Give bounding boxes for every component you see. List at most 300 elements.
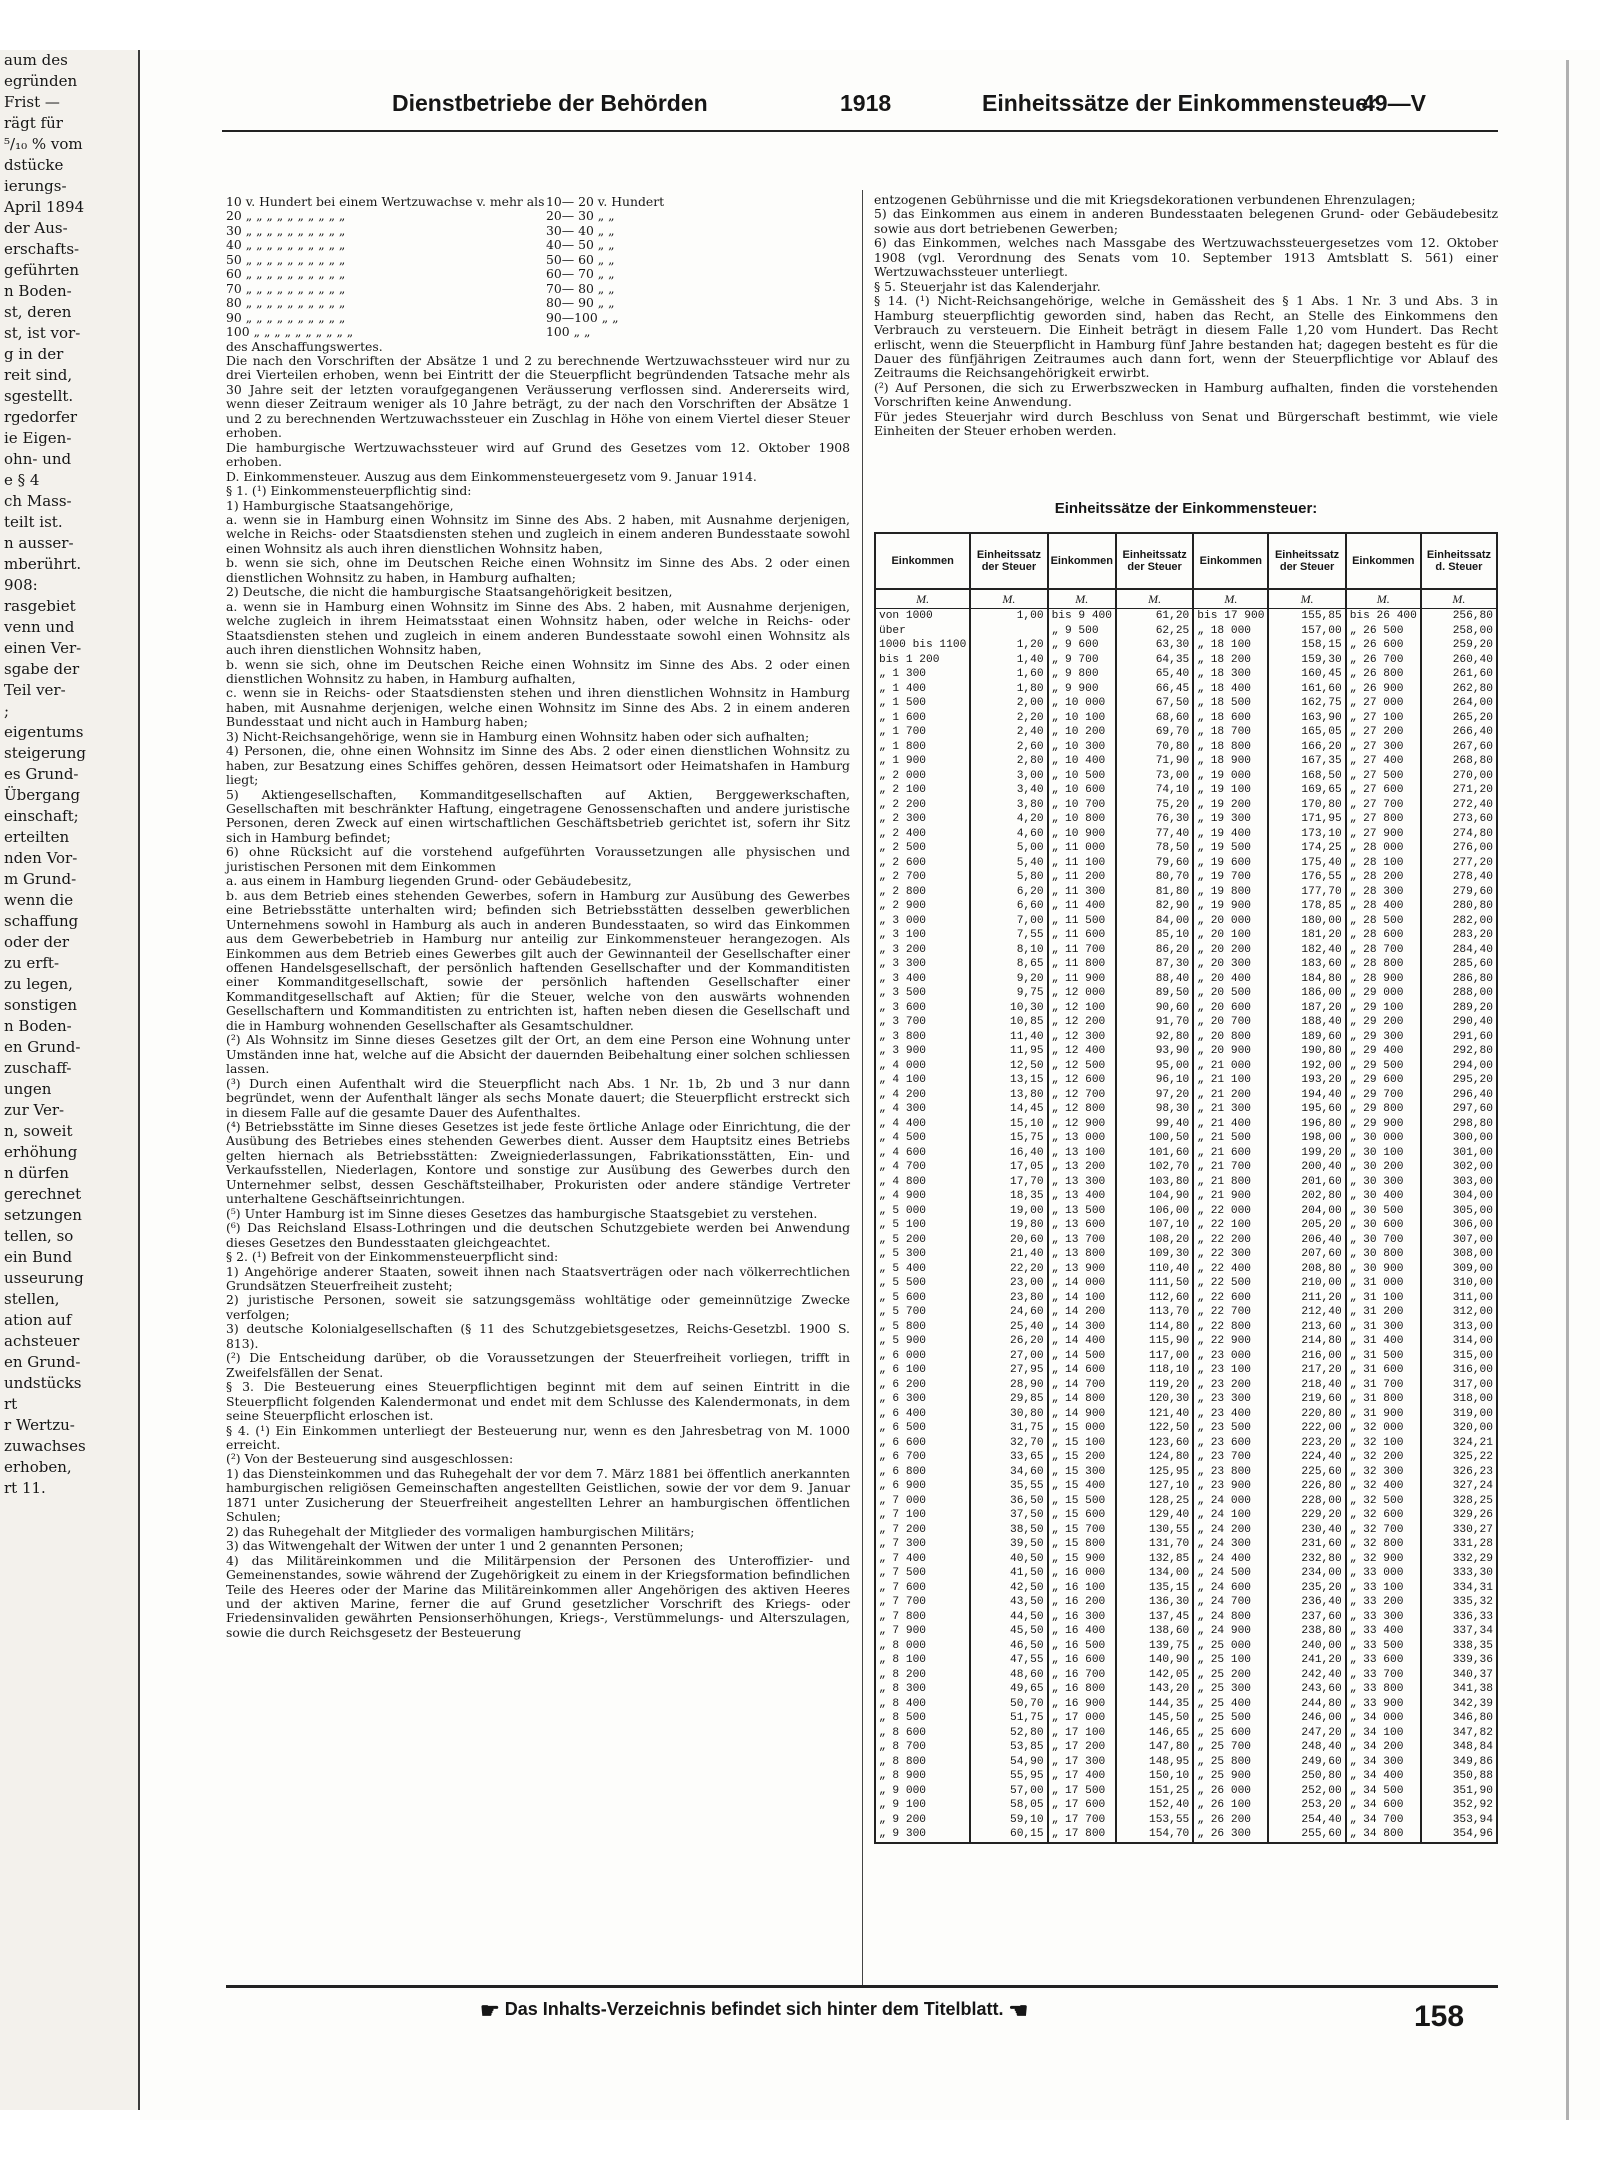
income-cell: „ 25 900 — [1193, 1769, 1268, 1784]
income-cell: „ 1 900 — [875, 754, 970, 769]
bleed-line: zu legen, — [4, 975, 73, 993]
unit-label: M. — [1048, 589, 1116, 609]
rate-cell: 58,05 — [970, 1798, 1047, 1813]
scale-range: 50— 60 „ „ — [546, 251, 615, 267]
page-number: 158 — [1414, 2000, 1465, 2033]
rate-cell: 39,50 — [970, 1537, 1047, 1552]
bleed-line: ierungs- — [4, 177, 67, 195]
rate-cell: 335,32 — [1421, 1595, 1497, 1610]
table-body — [875, 609, 1497, 1843]
rate-cell: 78,50 — [1116, 841, 1193, 856]
rate-cell: 297,60 — [1421, 1102, 1497, 1117]
income-cell: „ 33 700 — [1346, 1668, 1421, 1683]
income-cell: „ 18 500 — [1193, 696, 1268, 711]
income-cell: „ 4 600 — [875, 1146, 970, 1161]
income-cell: „ 23 700 — [1193, 1450, 1268, 1465]
income-cell: „ 22 100 — [1193, 1218, 1268, 1233]
paragraph: 3) das Witwengehalt der Witwen der unter 1 und 2 genannten Personen; — [226, 1538, 684, 1554]
rate-cell: 125,95 — [1116, 1465, 1193, 1480]
rate-cell: 260,40 — [1421, 653, 1497, 668]
income-cell: „ 10 800 — [1048, 812, 1116, 827]
income-cell: „ 11 900 — [1048, 972, 1116, 987]
scale-range: 30— 40 „ „ — [546, 222, 615, 238]
income-cell: „ 15 400 — [1048, 1479, 1116, 1494]
income-cell: „ 2 200 — [875, 798, 970, 813]
rate-cell: 290,40 — [1421, 1015, 1497, 1030]
bleed-line: April 1894 — [4, 198, 85, 216]
rate-cell: 44,50 — [970, 1610, 1047, 1625]
rate-cell: 3,00 — [970, 769, 1047, 784]
income-cell: „ 2 800 — [875, 885, 970, 900]
income-cell: „ 16 500 — [1048, 1639, 1116, 1654]
column-header: Einkommen — [1193, 533, 1268, 589]
income-cell: „ 27 300 — [1346, 740, 1421, 755]
income-cell: „ 33 300 — [1346, 1610, 1421, 1625]
income-cell: „ 19 300 — [1193, 812, 1268, 827]
rate-cell: 161,60 — [1268, 682, 1345, 697]
income-cell: „ 24 400 — [1193, 1552, 1268, 1567]
income-cell: „ 6 600 — [875, 1436, 970, 1451]
income-cell: „ 32 800 — [1346, 1537, 1421, 1552]
bleed-line: ein Bund — [4, 1248, 73, 1266]
income-cell: „ 16 600 — [1048, 1653, 1116, 1668]
table-row — [875, 1450, 1497, 1465]
income-cell: „ 17 400 — [1048, 1769, 1116, 1784]
rate-cell: 308,00 — [1421, 1247, 1497, 1262]
table-row — [875, 1378, 1497, 1393]
rate-cell: 279,60 — [1421, 885, 1497, 900]
income-cell: „ 7 600 — [875, 1581, 970, 1596]
rate-cell: 337,34 — [1421, 1624, 1497, 1639]
income-cell: „ 6 100 — [875, 1363, 970, 1378]
rate-cell: 137,45 — [1116, 1610, 1193, 1625]
income-cell: „ 14 800 — [1048, 1392, 1116, 1407]
income-cell: „ 6 000 — [875, 1349, 970, 1364]
rate-cell: 207,60 — [1268, 1247, 1345, 1262]
rate-cell: 123,60 — [1116, 1436, 1193, 1451]
header-page-ref: 49—V — [1362, 90, 1426, 116]
income-cell: „ 30 800 — [1346, 1247, 1421, 1262]
rate-cell: 124,80 — [1116, 1450, 1193, 1465]
income-cell: „ 8 300 — [875, 1682, 970, 1697]
table-row — [875, 1537, 1497, 1552]
rate-cell: 129,40 — [1116, 1508, 1193, 1523]
rate-cell: 167,35 — [1268, 754, 1345, 769]
income-cell: „ 4 900 — [875, 1189, 970, 1204]
rate-cell: 99,40 — [1116, 1117, 1193, 1132]
unit-label: M. — [1346, 589, 1421, 609]
table-row — [875, 899, 1497, 914]
rate-cell: 80,70 — [1116, 870, 1193, 885]
income-cell: „ 7 300 — [875, 1537, 970, 1552]
income-cell: „ 25 100 — [1193, 1653, 1268, 1668]
rate-cell: 120,30 — [1116, 1392, 1193, 1407]
table-row — [875, 1711, 1497, 1726]
rate-cell: 17,05 — [970, 1160, 1047, 1175]
income-cell: „ 2 100 — [875, 783, 970, 798]
rate-cell: 153,55 — [1116, 1813, 1193, 1828]
rate-cell: 315,00 — [1421, 1349, 1497, 1364]
income-cell: „ 31 200 — [1346, 1305, 1421, 1320]
rate-cell: 64,35 — [1116, 653, 1193, 668]
paragraph: § 3. Die Besteuerung eines Steuerpflichtigen beginnt mit dem auf seinen Eintritt in die Steuerpflicht folgenden Kalendermonat und endet mit dem Schlusse des Kalendermonats, in dem seine Steuerpflicht erloschen ist. — [226, 1379, 850, 1424]
table-row — [875, 856, 1497, 871]
income-cell: „ 12 100 — [1048, 1001, 1116, 1016]
rate-cell: 2,60 — [970, 740, 1047, 755]
rate-cell: 258,00 — [1421, 624, 1497, 639]
rate-cell: 79,60 — [1116, 856, 1193, 871]
table-row — [875, 1247, 1497, 1262]
income-cell: „ 27 200 — [1346, 725, 1421, 740]
rate-cell: 259,20 — [1421, 638, 1497, 653]
paragraph: (⁵) Unter Hamburg ist im Sinne dieses Gesetzes das hamburgische Staatsgebiet zu verstehen. — [226, 1205, 818, 1221]
table-row — [875, 943, 1497, 958]
rate-cell: 11,40 — [970, 1030, 1047, 1045]
paragraph: (²) Als Wohnsitz im Sinne dieses Gesetzes gilt der Ort, an dem eine Person eine Wohnung unter Umständen inne hat, welche auf die Absicht der dauernden Beibehaltung einer solchen schliessen lassen. — [226, 1032, 850, 1077]
unit-label: M. — [1268, 589, 1345, 609]
table-row — [875, 1697, 1497, 1712]
rate-cell: 15,75 — [970, 1131, 1047, 1146]
income-cell: „ 11 300 — [1048, 885, 1116, 900]
rate-cell: 98,30 — [1116, 1102, 1193, 1117]
rate-cell: 184,80 — [1268, 972, 1345, 987]
rate-cell: 5,00 — [970, 841, 1047, 856]
income-cell: „ 29 100 — [1346, 1001, 1421, 1016]
income-cell: „ 3 500 — [875, 986, 970, 1001]
paragraph: (⁶) Das Reichsland Elsass-Lothringen und die deutschen Schutzgebiete werden bei Anwendung dieses Gesetzes den Bundesstaaten gleichgeachtet. — [226, 1220, 850, 1250]
rate-cell: 101,60 — [1116, 1146, 1193, 1161]
rate-cell: 38,50 — [970, 1523, 1047, 1538]
scale-rate: 30 „ „ „ „ „ „ „ „ „ „ — [226, 222, 346, 238]
income-cell: „ 28 200 — [1346, 870, 1421, 885]
income-cell: „ 10 900 — [1048, 827, 1116, 842]
bleed-line: einschaft; — [4, 807, 79, 825]
paragraph: a. aus einem in Hamburg liegenden Grund- oder Gebäudebesitz, — [226, 873, 632, 889]
paragraph: § 14. (¹) Nicht-Reichsangehörige, welche in Gemässheit des § 1 Abs. 1 Nr. 3 und Abs. 3 in Hamburg steuerpflichtig geworden sind, haben das Recht, an Stelle des Einkommens den Verbrauch zu versteuern. Die Einheit beträgt in diesem Falle 1,20 vom Hundert. Das Recht erlischt, wenn die Steuerpflicht in Hamburg fünf Jahre bestanden hat; dagegen besteht es für die Dauer des fünfjährigen Zeitraumes auch dann fort, wenn der Steuerpflichtige vor Ablauf des Zeitraums die Reichsangehörigkeit erwirbt. — [874, 293, 1498, 381]
bleed-line: achsteuer — [4, 1332, 80, 1350]
income-cell: „ 4 800 — [875, 1175, 970, 1190]
bleed-line: n Boden- — [4, 1017, 72, 1035]
bleed-line: st, ist vor- — [4, 324, 81, 342]
rate-cell: 300,00 — [1421, 1131, 1497, 1146]
rate-cell: 325,22 — [1421, 1450, 1497, 1465]
scale-range: 60— 70 „ „ — [546, 266, 615, 282]
income-cell: „ 31 100 — [1346, 1291, 1421, 1306]
bleed-line: nden Vor- — [4, 849, 78, 867]
rate-cell: 283,20 — [1421, 928, 1497, 943]
rate-cell: 20,60 — [970, 1233, 1047, 1248]
rate-cell: 150,10 — [1116, 1769, 1193, 1784]
rate-cell: 117,00 — [1116, 1349, 1193, 1364]
income-cell: „ 19 400 — [1193, 827, 1268, 842]
column-header: Einkommen — [875, 533, 970, 589]
table-row — [875, 1059, 1497, 1074]
rate-cell: 240,00 — [1268, 1639, 1345, 1654]
rate-cell: 30,80 — [970, 1407, 1047, 1422]
scale-row — [226, 224, 850, 238]
rate-cell: 223,20 — [1268, 1436, 1345, 1451]
rate-cell: 183,60 — [1268, 957, 1345, 972]
rate-cell: 3,80 — [970, 798, 1047, 813]
bleed-line: mberührt. — [4, 555, 82, 573]
rate-cell: 138,60 — [1116, 1624, 1193, 1639]
income-cell: „ 21 800 — [1193, 1175, 1268, 1190]
rate-cell: 226,80 — [1268, 1479, 1345, 1494]
rate-cell: 196,80 — [1268, 1117, 1345, 1132]
paragraph: 6) ohne Rücksicht auf die vorstehend aufgeführten Voraussetzungen alle physischen und juristischen Personen mit dem Einkommen — [226, 844, 850, 874]
unit-label: M. — [1116, 589, 1193, 609]
table-row — [875, 1421, 1497, 1436]
rate-cell: 265,20 — [1421, 711, 1497, 726]
rate-cell: 306,00 — [1421, 1218, 1497, 1233]
income-cell: „ 16 400 — [1048, 1624, 1116, 1639]
paragraph: a. wenn sie in Hamburg einen Wohnsitz im Sinne des Abs. 2 haben, mit Ausnahme derjenigen, welche in Reichs- oder Staatsdiensten stehen und zugleich in einem anderen Bundesstaate sowohl einen Wohnsitz als auch ihren dienstlichen Wohnsitz haben, — [226, 511, 850, 556]
income-cell: „ 31 500 — [1346, 1349, 1421, 1364]
rate-cell: 118,10 — [1116, 1363, 1193, 1378]
income-cell: „ 11 200 — [1048, 870, 1116, 885]
rate-cell: 166,20 — [1268, 740, 1345, 755]
rate-cell: 248,40 — [1268, 1740, 1345, 1755]
rate-cell: 214,80 — [1268, 1334, 1345, 1349]
income-cell: „ 23 300 — [1193, 1392, 1268, 1407]
table-row — [875, 1668, 1497, 1683]
bleed-line: der Aus- — [4, 219, 68, 237]
table-row — [875, 711, 1497, 726]
rate-cell: 333,30 — [1421, 1566, 1497, 1581]
income-cell: „ 3 000 — [875, 914, 970, 929]
unit-label: M. — [970, 589, 1047, 609]
table-row — [875, 667, 1497, 682]
paragraph: 6) das Einkommen, welches nach Massgabe des Wertzuwachssteuergesetzes vom 12. Oktober 1908 (vgl. Verordnung des Senats vom 10. September 1913 Amtsblatt S. 561) einer Wertzuwachssteuer unterliegt. — [874, 235, 1498, 280]
rate-cell: 96,10 — [1116, 1073, 1193, 1088]
column-header: Einkommen — [1048, 533, 1116, 589]
income-cell: „ 31 900 — [1346, 1407, 1421, 1422]
income-cell: „ 15 700 — [1048, 1523, 1116, 1538]
table-row — [875, 754, 1497, 769]
rate-cell: 48,60 — [970, 1668, 1047, 1683]
rate-cell: 292,80 — [1421, 1044, 1497, 1059]
rate-cell: 270,00 — [1421, 769, 1497, 784]
income-cell: „ 24 100 — [1193, 1508, 1268, 1523]
rate-cell: 13,80 — [970, 1088, 1047, 1103]
rate-cell: 241,20 — [1268, 1653, 1345, 1668]
rate-cell: 190,80 — [1268, 1044, 1345, 1059]
rate-cell: 314,00 — [1421, 1334, 1497, 1349]
rate-cell: 7,00 — [970, 914, 1047, 929]
rate-cell: 169,65 — [1268, 783, 1345, 798]
income-cell: „ 19 100 — [1193, 783, 1268, 798]
income-cell: „ 23 600 — [1193, 1436, 1268, 1451]
table-row — [875, 1726, 1497, 1741]
income-cell: bis 1 200 — [875, 653, 970, 668]
table-row — [875, 682, 1497, 697]
rate-cell: 54,90 — [970, 1755, 1047, 1770]
table-row — [875, 1740, 1497, 1755]
rate-cell: 67,50 — [1116, 696, 1193, 711]
scale-rate: 60 „ „ „ „ „ „ „ „ „ „ — [226, 266, 346, 282]
income-cell: „ 30 600 — [1346, 1218, 1421, 1233]
income-cell: „ 21 600 — [1193, 1146, 1268, 1161]
income-cell: „ 4 700 — [875, 1160, 970, 1175]
header-title: Einheitssätze der Einkommensteuer — [982, 90, 1377, 116]
rate-cell: 178,85 — [1268, 899, 1345, 914]
income-cell: „ 22 700 — [1193, 1305, 1268, 1320]
rate-cell: 268,80 — [1421, 754, 1497, 769]
income-cell: „ 27 900 — [1346, 827, 1421, 842]
rate-cell: 87,30 — [1116, 957, 1193, 972]
rate-cell: 70,80 — [1116, 740, 1193, 755]
income-cell: „ 9 800 — [1048, 667, 1116, 682]
scale-row — [226, 267, 850, 281]
rate-cell: 106,00 — [1116, 1204, 1193, 1219]
table-row — [875, 1320, 1497, 1335]
rate-cell: 2,20 — [970, 711, 1047, 726]
rate-cell: 33,65 — [970, 1450, 1047, 1465]
income-cell: „ 18 600 — [1193, 711, 1268, 726]
table-row — [875, 1218, 1497, 1233]
table-row — [875, 1595, 1497, 1610]
paragraph: 3) deutsche Kolonialgesellschaften (§ 11 des Schutzgebietsgesetzes, Reichs-Gesetzbl. 1900 S. 813). — [226, 1321, 850, 1351]
rate-cell: 188,40 — [1268, 1015, 1345, 1030]
income-cell: bis 26 400 — [1346, 609, 1421, 624]
table-row — [875, 1001, 1497, 1016]
rate-cell: 136,30 — [1116, 1595, 1193, 1610]
income-cell: „ 13 200 — [1048, 1160, 1116, 1175]
rate-cell: 234,00 — [1268, 1566, 1345, 1581]
paragraph: 2) das Ruhegehalt der Mitglieder des vormaligen hamburgischen Militärs; — [226, 1523, 695, 1539]
income-cell: „ 11 400 — [1048, 899, 1116, 914]
income-cell: „ 12 600 — [1048, 1073, 1116, 1088]
income-cell: „ 6 900 — [875, 1479, 970, 1494]
rate-cell: 36,50 — [970, 1494, 1047, 1509]
rate-cell: 41,50 — [970, 1566, 1047, 1581]
paragraph: c. wenn sie in Reichs- oder Staatsdiensten stehen und ihren dienstlichen Wohnsitz in Hamburg haben, mit Ausnahme derjenigen, welche einen Wohnsitz im Sinne des Abs. 2 in einem anderen Bundesstaat und nicht auch in Hamburg haben; — [226, 685, 850, 730]
bleed-line: teilt ist. — [4, 513, 63, 531]
rate-cell: 53,85 — [970, 1740, 1047, 1755]
rate-cell: 291,60 — [1421, 1030, 1497, 1045]
rate-cell: 220,80 — [1268, 1407, 1345, 1422]
left-column-text — [226, 340, 850, 1641]
footer-text: Das Inhalts-Verzeichnis befindet sich hinter dem Titelblatt. — [504, 1999, 1004, 2019]
rate-cell: 69,70 — [1116, 725, 1193, 740]
table-row — [875, 885, 1497, 900]
rate-cell: 261,60 — [1421, 667, 1497, 682]
income-cell: „ 9 100 — [875, 1798, 970, 1813]
income-cell: „ 16 700 — [1048, 1668, 1116, 1683]
income-cell: „ 31 800 — [1346, 1392, 1421, 1407]
income-cell: „ 33 800 — [1346, 1682, 1421, 1697]
rate-cell: 310,00 — [1421, 1276, 1497, 1291]
income-cell: „ 27 000 — [1346, 696, 1421, 711]
income-cell: „ 13 900 — [1048, 1262, 1116, 1277]
income-cell: „ 4 300 — [875, 1102, 970, 1117]
paragraph: a. wenn sie in Hamburg einen Wohnsitz im Sinne des Abs. 2 haben, mit Ausnahme derjenigen, welche zugleich in ihrem Heimatsstaat einen Wohnsitz haben, oder welche in Reichs- oder Staatsdiensten stehen und zugleich in einem anderen Bundesstaate sowohl einen Wohnsitz als auch ihren dienstlichen Wohnsitz haben, — [226, 598, 850, 658]
scale-row — [226, 195, 850, 209]
rate-cell: 121,40 — [1116, 1407, 1193, 1422]
bleed-line: zur Ver- — [4, 1101, 65, 1119]
bleed-line: rasgebiet — [4, 597, 76, 615]
income-cell: „ 32 500 — [1346, 1494, 1421, 1509]
income-cell: „ 20 100 — [1193, 928, 1268, 943]
rate-cell: 326,23 — [1421, 1465, 1497, 1480]
right-column-text — [874, 193, 1498, 439]
table-row — [875, 1682, 1497, 1697]
income-cell: „ 5 900 — [875, 1334, 970, 1349]
income-cell: „ 14 600 — [1048, 1363, 1116, 1378]
rate-cell: 173,10 — [1268, 827, 1345, 842]
rate-cell: 60,15 — [970, 1827, 1047, 1843]
bleed-line: steigerung — [4, 744, 86, 762]
scale-row — [226, 209, 850, 223]
income-cell: „ 26 100 — [1193, 1798, 1268, 1813]
rate-cell: 317,00 — [1421, 1378, 1497, 1393]
income-cell: „ 13 600 — [1048, 1218, 1116, 1233]
rate-cell: 4,60 — [970, 827, 1047, 842]
rate-cell: 206,40 — [1268, 1233, 1345, 1248]
income-cell: „ 28 700 — [1346, 943, 1421, 958]
income-cell: „ 5 800 — [875, 1320, 970, 1335]
rate-cell: 135,15 — [1116, 1581, 1193, 1596]
income-cell: „ 10 500 — [1048, 769, 1116, 784]
rate-cell: 40,50 — [970, 1552, 1047, 1567]
income-cell: „ 5 400 — [875, 1262, 970, 1277]
rate-cell: 331,28 — [1421, 1537, 1497, 1552]
income-cell: „ 5 300 — [875, 1247, 970, 1262]
rate-cell: 236,40 — [1268, 1595, 1345, 1610]
rate-cell: 224,40 — [1268, 1450, 1345, 1465]
rate-cell: 271,20 — [1421, 783, 1497, 798]
income-cell: „ 13 300 — [1048, 1175, 1116, 1190]
rate-cell: 246,00 — [1268, 1711, 1345, 1726]
table-row — [875, 1233, 1497, 1248]
income-cell: „ 3 100 — [875, 928, 970, 943]
scale-row — [226, 311, 850, 325]
table-row — [875, 1175, 1497, 1190]
income-cell: „ 4 500 — [875, 1131, 970, 1146]
income-cell: „ 29 700 — [1346, 1088, 1421, 1103]
rate-cell: 110,40 — [1116, 1262, 1193, 1277]
income-cell: „ 6 200 — [875, 1378, 970, 1393]
paragraph: § 4. (¹) Ein Einkommen unterliegt der Besteuerung nur, wenn es den Jahresbetrag von M. 1000 erreicht. — [226, 1422, 850, 1452]
income-cell: „ 26 800 — [1346, 667, 1421, 682]
bleed-line: reit sind, — [4, 366, 73, 384]
table-row — [875, 696, 1497, 711]
income-cell: „ 30 100 — [1346, 1146, 1421, 1161]
rate-cell: 128,25 — [1116, 1494, 1193, 1509]
income-cell: „ 24 300 — [1193, 1537, 1268, 1552]
rate-cell: 318,00 — [1421, 1392, 1497, 1407]
income-cell: „ 34 800 — [1346, 1827, 1421, 1843]
bleed-line: erteilten — [4, 828, 70, 846]
rate-cell: 193,20 — [1268, 1073, 1345, 1088]
bleed-line: g in der — [4, 345, 64, 363]
income-cell: „ 33 500 — [1346, 1639, 1421, 1654]
table-row — [875, 798, 1497, 813]
income-cell: „ 33 000 — [1346, 1566, 1421, 1581]
income-cell: „ 16 900 — [1048, 1697, 1116, 1712]
rate-cell: 51,75 — [970, 1711, 1047, 1726]
table-row — [875, 1566, 1497, 1581]
rate-cell: 16,40 — [970, 1146, 1047, 1161]
income-cell: „ 21 300 — [1193, 1102, 1268, 1117]
rate-cell: 232,80 — [1268, 1552, 1345, 1567]
income-cell: „ 26 500 — [1346, 624, 1421, 639]
table-row — [875, 841, 1497, 856]
scale-range: 90—100 „ „ — [546, 309, 619, 325]
income-cell: „ 19 900 — [1193, 899, 1268, 914]
income-cell: „ 34 600 — [1346, 1798, 1421, 1813]
rate-cell: 111,50 — [1116, 1276, 1193, 1291]
